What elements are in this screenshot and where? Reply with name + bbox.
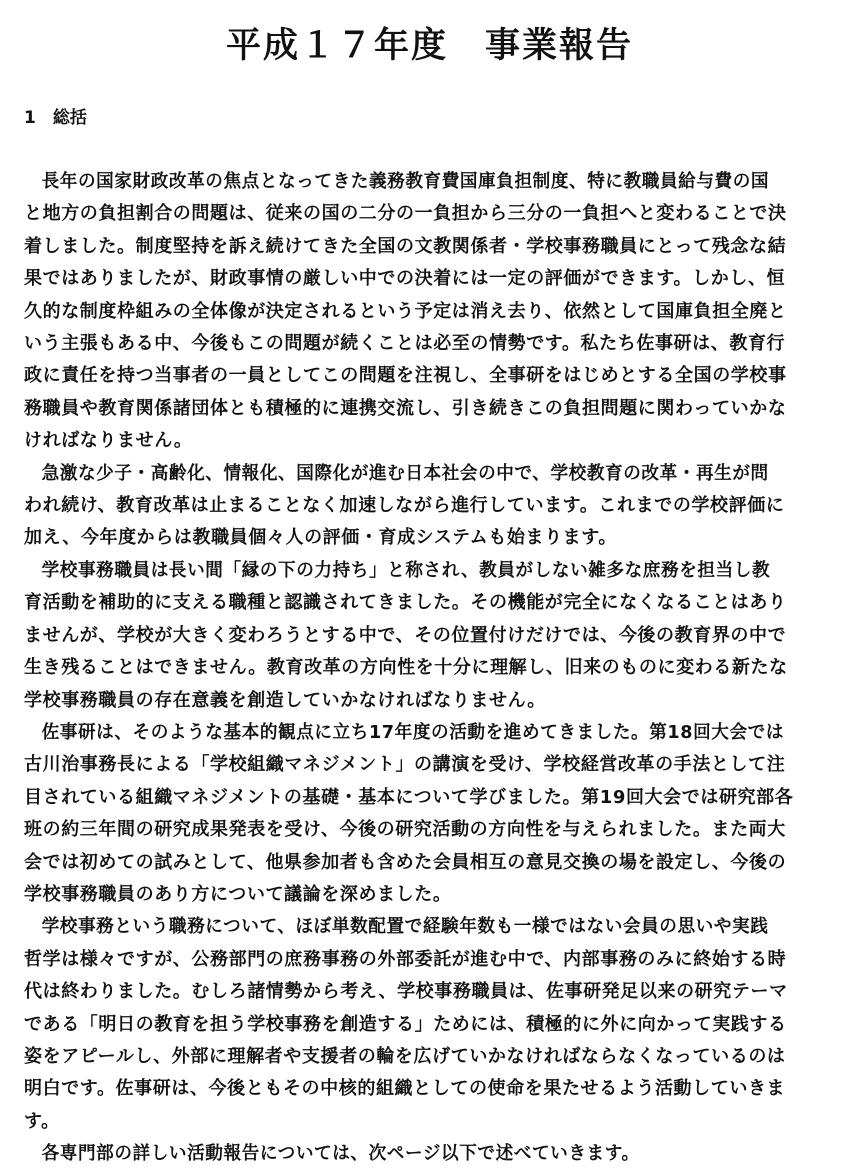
text-line: 会では初めての試みとして、他県参加者も含めた会員相互の意見交換の場を設定し、今後の: [24, 851, 787, 873]
text-line: 政に責任を持つ当事者の一員としてこの問題を注視し、全事研をはじめとする全国の学校事: [24, 365, 787, 387]
paragraph: [24, 166, 836, 458]
text-line: 久的な制度枠組みの全体像が決定されるという予定は消え去り、依然として国庫負担全廃と: [24, 300, 787, 322]
text-line: 急激な少子・高齢化、情報化、国際化が進む日本社会の中で、学校教育の改革・再生が問: [41, 462, 769, 484]
text-line: われ続け、教育改革は止まることなく加速しながら進行しています。これまでの学校評価に: [24, 495, 785, 517]
paragraph: [24, 555, 836, 717]
text-line: 学校事務職員のあり方について議論を深めました。: [24, 883, 452, 905]
text-line: 佐事研は、そのような基本的観点に立ち17年度の活動を進めてきました。第18回大会では: [41, 721, 785, 743]
paragraph: [24, 911, 836, 1138]
text-line: 務職員や教育関係諸団体とも積極的に連携交流し、引き続きこの負担問題に関わっていかな: [24, 397, 787, 419]
text-line: 目されている組織マネジメントの基礎・基本について学びました。第19回大会では研究部各: [24, 786, 794, 808]
text-line: 各専門部の詳しい活動報告については、次ページ以下で述べていきます。: [41, 1143, 640, 1165]
text-line: 育活動を補助的に支える職種と認識されてきました。その機能が完全になくなることはあり: [24, 592, 787, 614]
paragraph: [24, 1138, 836, 1170]
text-line: 明白です。佐事研は、今後ともその中核的組織としての使命を果たせるよう活動していきま: [24, 1078, 786, 1100]
text-line: と地方の負担割合の問題は、従来の国の二分の一負担から三分の一負担へと変わることで決: [24, 203, 787, 225]
text-line: す。: [24, 1110, 60, 1132]
text-line: 学校事務職員の存在意義を創造していかなければなりません。: [24, 689, 546, 711]
paragraph: [24, 458, 836, 555]
text-line: ませんが、学校が大きく変わろうとする中で、その位置付けだけでは、今後の教育界の中で: [24, 624, 787, 646]
text-line: 果ではありましたが、財政事情の厳しい中での決着には一定の評価ができます。しかし、恒: [24, 268, 786, 290]
text-line: 生き残ることはできません。教育改革の方向性を十分に理解し、旧来のものに変わる新たな: [24, 657, 788, 679]
paragraph: [24, 717, 836, 911]
body-text: [24, 166, 836, 1171]
text-line: 代は終わりました。むしろ諸情勢から考え、学校事務職員は、佐事研発足以来の研究テーマ: [24, 981, 788, 1003]
text-line: 学校事務職員は長い間「縁の下の力持ち」と称され、教員がしない雑多な庶務を担当し教: [41, 559, 771, 581]
section-heading: 1 総括: [24, 108, 87, 128]
text-line: 着しました。制度堅持を訴え続けてきた全国の文教関係者・学校事務職員にとって残念な結: [24, 235, 787, 257]
text-line: 加え、今年度からは教職員個々人の評価・育成システムも始まります。: [24, 527, 618, 549]
text-line: 学校事務という職務について、ほぼ単数配置で経験年数も一様ではない会員の思いや実践: [41, 916, 769, 938]
text-line: 班の約三年間の研究成果発表を受け、今後の研究活動の方向性を与えられました。また両大: [24, 819, 786, 841]
text-line: 長年の国家財政改革の焦点となってきた義務教育費国庫負担制度、特に教職員給与費の国: [41, 171, 770, 192]
text-line: 姿をアピールし、外部に理解者や支援者の輪を広げていかなければならなくなっているのは: [24, 1045, 786, 1067]
document-title: 平成１７年度 事業報告: [225, 26, 633, 66]
text-line: である「明日の教育を担う学校事務を創造する」ためには、積極的に外に向かって実践する: [24, 1013, 787, 1035]
text-line: いう主張もある中、今後もこの問題が続くことは必至の情勢です。私たち佐事研は、教育行: [24, 333, 786, 355]
text-line: ければなりません。: [24, 430, 193, 452]
text-line: 古川治事務長による「学校組織マネジメント」の講演を受け、学校経営改革の手法として注: [24, 754, 786, 776]
text-line: 哲学は様々ですが、公務部門の庶務事務の外部委託が進む中で、内部事務のみに終始する時: [24, 948, 787, 970]
